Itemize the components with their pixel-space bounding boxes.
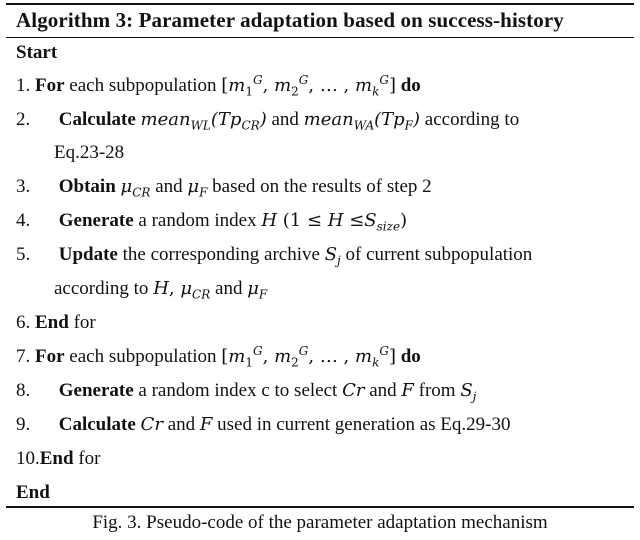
bottom-rule [6,506,634,508]
figure-caption: Fig. 3. Pseudo-code of the parameter adaptation mechanism [92,512,548,533]
step-3-mu-f: $\mu_F$ [187,176,208,200]
step-8-number: 8. [16,380,31,401]
algorithm-title: Algorithm 3: Parameter adaptation based on success-history [16,8,564,32]
step-9-number: 9. [16,414,31,435]
step-5-cont-formula: H, $\mu_{CR}$ [153,278,211,302]
step-6-number: 6. [16,312,31,333]
step-4-number: 4. [16,210,31,231]
step-4-keyword: Generate [58,210,134,231]
step-10-number: 10. [16,448,40,469]
step-2-and: and [271,109,299,130]
step-3-text: based on the results of step 2 [212,176,432,197]
step-7 [16,345,421,369]
step-9-and: and [167,414,196,435]
step-2-formula-b: $mean_{WA}(Tp_F)$ [303,109,421,133]
step-10-text: for [78,448,101,469]
step-10-keyword: End [39,448,74,469]
step-8 [16,379,476,403]
step-3-and: and [155,176,183,197]
step-1-keyword: For [35,75,65,96]
step-3-mu-cr: $\mu_{CR}$ [120,176,151,200]
step-9-cr: Cr [140,414,163,435]
step-5-cont-and: and [215,278,243,299]
algorithm-box [6,3,634,508]
step-6-text: for [73,312,96,333]
step-6 [16,311,96,335]
step-1 [16,74,421,98]
step-2-cont: Eq.23-28 [54,142,125,163]
step-5-keyword: Update [58,244,118,265]
step-3-number: 3. [16,176,31,197]
step-9-keyword: Calculate [58,414,136,435]
step-3 [16,175,432,199]
step-5-text: the corresponding archive [122,244,320,265]
step-5-cont [54,277,267,301]
header-rule [6,37,634,38]
step-7-number: 7. [16,346,31,367]
step-2-number: 2. [16,109,31,130]
step-5-number: 5. [16,244,31,265]
start-line: Start [16,42,58,63]
step-9-f: F [199,414,213,435]
step-4 [16,209,407,233]
step-8-from: from [418,380,456,401]
top-rule [6,3,634,5]
step-5-cont-text: according to [54,278,149,299]
step-4-text: a random index [138,210,257,231]
step-1-text: each subpopulation [69,75,217,96]
step-5-text-b: of current subpopulation [345,244,533,265]
step-5 [16,243,532,267]
step-8-sj: $S_j$ [460,380,477,404]
step-6-keyword: End [35,312,69,333]
step-2 [16,108,519,132]
step-5-sj: $S_j$ [324,244,341,268]
step-3-keyword: Obtain [58,176,116,197]
step-7-text: each subpopulation [69,346,217,367]
step-1-formula: [$m_1^G$, $m_2^G$, … , $m_k^G$] [221,73,396,99]
step-9 [16,413,510,437]
step-7-keyword: For [35,346,65,367]
step-1-number: 1. [16,75,31,96]
step-8-keyword: Generate [58,380,134,401]
step-2-keyword: Calculate [58,109,136,130]
step-8-and: and [369,380,397,401]
step-9-text: used in current generation as Eq.29-30 [217,414,511,435]
step-7-formula: [$m_1^G$, $m_2^G$, … , $m_k^G$] [221,344,396,370]
end-line: End [16,482,50,503]
step-7-do: do [400,346,421,367]
step-2-text: according to [424,109,520,130]
step-8-f: F [401,380,414,401]
step-10 [16,447,100,471]
step-8-cr: Cr [342,380,365,401]
step-5-cont-mu-f: $\mu_F$ [247,278,268,302]
step-8-text: a random index c to select [138,380,338,401]
step-2-formula-a: $mean_{WL}(Tp_{CR})$ [140,109,267,133]
step-1-do: do [400,75,421,96]
step-4-formula: H $(1 \le H \le S_{size})$ [261,210,408,234]
